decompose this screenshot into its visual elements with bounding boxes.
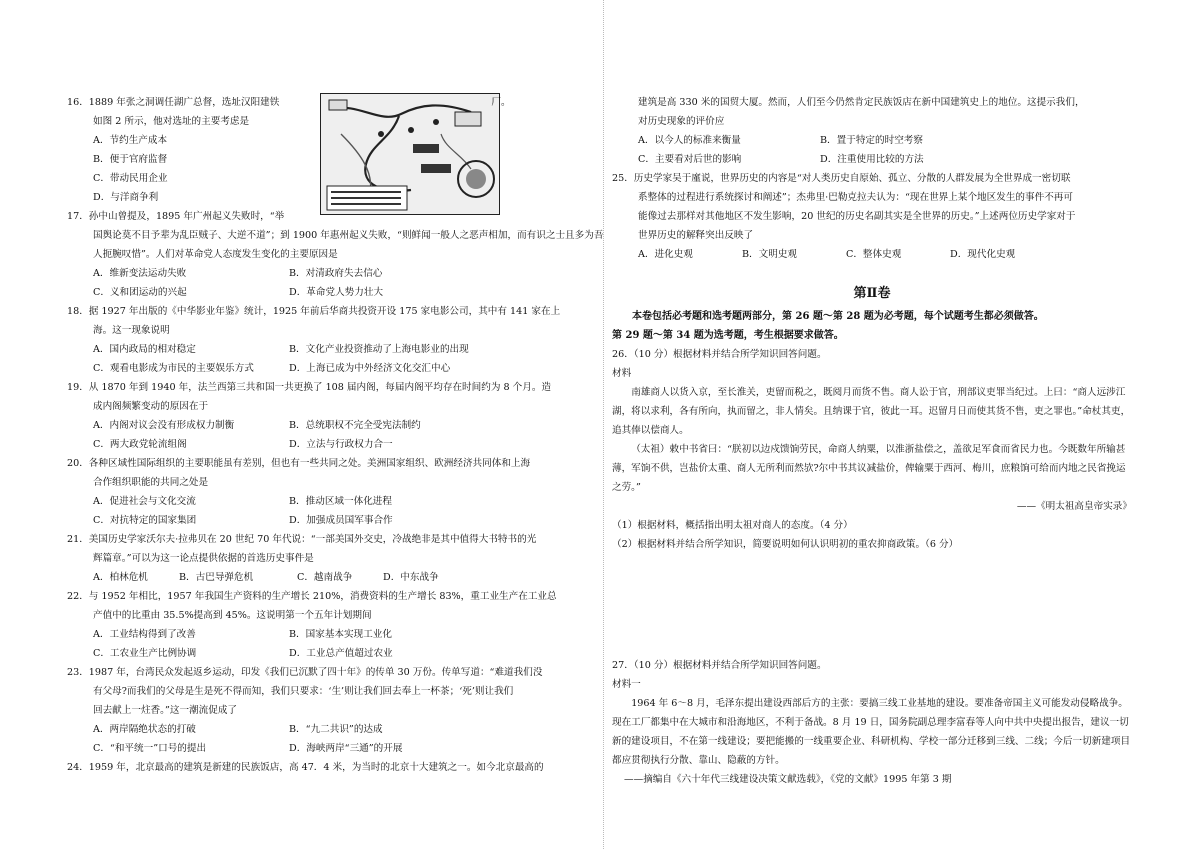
question-22: [67, 587, 604, 663]
q24-option-a: A．以今人的标准来衡量: [638, 135, 741, 146]
q24-option-b: B．置于特定的时空考察: [820, 135, 923, 146]
q16-option-a: A．节约生产成本: [93, 135, 168, 146]
q20-stem-cont: 合作组织职能的共同之处是: [93, 477, 209, 488]
q16-stem: 16．1889 年张之洞调任湖广总督，选址汉阳建铁: [67, 97, 280, 108]
q25-stem: 25．历史学家吴于廑说，世界历史的内容是“对人类历史自原始、孤立、分散的人群发展为全世界成一密切联: [612, 173, 1071, 184]
q19-stem-cont: 成内阁频繁变动的原因在于: [93, 401, 209, 412]
q20-option-a: A．促进社会与文化交流: [93, 496, 196, 507]
q18-option-a: A．国内政局的相对稳定: [93, 344, 196, 355]
q25-option-b: B．文明史观: [742, 249, 798, 260]
q18-option-d: D．上海已成为中外经济文化交汇中心: [289, 363, 451, 374]
q23-option-a: A．两岸隔绝状态的打破: [93, 724, 196, 735]
q22-option-a: A．工业结构得到了改善: [93, 629, 196, 640]
left-column: [67, 93, 604, 777]
question-25: [612, 169, 1132, 264]
q25-stem-cont-2: 能像过去那样对其他地区不发生影响，20 世纪的历史名副其实是全世界的历史。”上述两位历史学家对于: [638, 211, 1076, 222]
q26-material-para-1: 南雄商人以货入京，至长淮关，吏留而税之，既阅月而货不售。商人讼于官，刑部议吏罪当纪过。上曰：“商人远涉江湖，将以求利，各有所向，执而留之，非人情矣。且纳课于官，彼此一耳。迟留月日而使其货不售，吏之罪也。”命杖其吏，追其俸以偿商人。: [612, 387, 1131, 436]
right-column: [612, 93, 1132, 789]
q27-material-label: 材料一: [612, 679, 641, 690]
q25-option-a: A．进化史观: [638, 249, 693, 260]
q26-material-para-2: （太祖）敕中书省曰：“朕初以边戍馈饷劳民，命商人纳粟，以淮浙盐偿之，盖欲足军食而省民力也。今既数年所输甚薄，军饷不供，岂盐价太重、商人无所利而然欤?尔中书其议减盐价，俾输粟于西河、梅川，庶粮饷可给而内地之民省挽运之劳。”: [612, 444, 1126, 493]
part-2-title: 第Ⅱ卷: [853, 286, 891, 301]
question-20: [67, 454, 604, 530]
question-24-continued: [612, 93, 1132, 169]
q16-stem-end: 厂。: [491, 97, 511, 108]
question-24: [67, 758, 604, 777]
q21-option-a: A．柏林危机: [93, 572, 148, 583]
q27-source: ——摘编自《六十年代三线建设决策文献选载》，《党的文献》1995 年第 3 期: [624, 774, 952, 785]
q23-stem: 23．1987 年，台湾民众发起返乡运动，印发《我们已沉默了四十年》的传单 30 万份。传单写道：“难道我们没: [67, 667, 543, 678]
q18-stem: 18．据 1927 年出版的《中华影业年鉴》统计，1925 年前后华商共投资开设 175 家电影公司，其中有 141 家在上: [67, 306, 561, 317]
q18-option-b: B．文化产业投资推动了上海电影业的出现: [289, 344, 469, 355]
q26-material-label: 材料: [612, 368, 632, 379]
q24-cont-2: 对历史现象的评价应: [638, 116, 725, 127]
q21-option-c: C．越南战争: [297, 572, 353, 583]
q23-option-b: B．“九二共识”的达成: [289, 724, 383, 735]
question-27: [612, 656, 1132, 789]
q26-source: ——《明太祖高皇帝实录》: [1016, 501, 1132, 512]
q16-option-c: C．带动民用企业: [93, 173, 168, 184]
q22-stem: 22．与 1952 年相比，1957 年我国生产资料的生产增长 210%，消费资料的生产增长 83%，重工业生产在工业总: [67, 591, 557, 602]
answer-space: [612, 554, 1132, 656]
q24-option-d: D．注重使用比较的方法: [820, 154, 924, 165]
question-19: [67, 378, 604, 454]
q20-stem: 20．各种区域性国际组织的主要职能虽有差别，但也有一些共同之处。美洲国家组织、欧洲经济共同体和上海: [67, 458, 531, 469]
q25-option-c: C．整体史观: [846, 249, 902, 260]
q23-option-c: C．“和平统一”口号的提出: [93, 743, 207, 754]
q24-stem: 24．1959 年，北京最高的建筑是新建的民族饭店，高 47．4 米，为当时的北京十大建筑之一。如今北京最高的: [67, 762, 544, 773]
q21-stem: 21．美国历史学家沃尔夫·拉弗贝在 20 世纪 70 年代说：“一部美国外交史，冷战绝非是其中值得大书特书的光: [67, 534, 537, 545]
q20-option-b: B．推动区域一体化进程: [289, 496, 392, 507]
q22-stem-cont: 产值中的比重由 35.5%提高到 45%。这说明第一个五年计划期间: [93, 610, 372, 621]
q27-material-para-1: 1964 年 6～8 月，毛泽东提出建设西部后方的主张：要搞三线工业基地的建设。要准备帝国主义可能发动侵略战争。现在工厂都集中在大城市和沿海地区，不利于备战。8 月 19 日，国务院副总理李富春等人向中共中央提出报告，建议一切新的建设项目，不在第一线建设；要把能搬的一线重要企业、科研机构、学校一部分迁移到三线、二线；今后一切新建项目都应贯彻执行分散、靠山、隐蔽的方针。: [612, 698, 1131, 766]
question-16: [67, 93, 604, 207]
part-2-note-1: 本卷包括必考题和选考题两部分，第 26 题～第 28 题为必考题，每个试题考生都必须做答。: [632, 311, 1044, 322]
q17-option-a: A．维新变法运动失败: [93, 268, 187, 279]
q21-option-b: B．古巴导弹危机: [179, 572, 254, 583]
q27-head: 27．（10 分）根据材料并结合所学知识回答问题。: [612, 660, 827, 671]
q16-option-d: D．与洋商争利: [93, 192, 159, 203]
q19-option-b: B．总统职权不完全受宪法制约: [289, 420, 421, 431]
q22-option-d: D．工业总产值超过农业: [289, 648, 393, 659]
q17-option-b: B．对清政府失去信心: [289, 268, 383, 279]
q17-option-c: C．义和团运动的兴起: [93, 287, 187, 298]
q17-option-d: D．革命党人势力壮大: [289, 287, 384, 298]
q22-option-c: C．工农业生产比例协调: [93, 648, 197, 659]
q25-option-d: D．现代化史观: [950, 249, 1016, 260]
question-21: [67, 530, 604, 587]
q17-stem: 17．孙中山曾提及，1895 年广州起义失败时，“举: [67, 211, 285, 222]
q20-option-d: D．加强成员国军事合作: [289, 515, 393, 526]
question-23: [67, 663, 604, 758]
q26-subquestion-2: （2）根据材料并结合所学知识，简要说明如何认识明初的重农抑商政策。（6 分）: [612, 539, 959, 550]
part-2-note-2: 第 29 题～第 34 题为选考题，考生根据要求做答。: [612, 330, 844, 341]
q23-option-d: D．海峡两岸“三通”的开展: [289, 743, 403, 754]
q26-head: 26．（10 分）根据材料并结合所学知识回答问题。: [612, 349, 827, 360]
q24-cont-1: 建筑是高 330 米的国贸大厦。然而，人们至今仍然肯定民族饭店在新中国建筑史上的地位。这提示我们，: [638, 97, 1085, 108]
q24-option-c: C．主要看对后世的影响: [638, 154, 742, 165]
q21-stem-cont: 辉篇章。”可以为这一论点提供依据的首选历史事件是: [93, 553, 314, 564]
question-26: [612, 345, 1132, 554]
q26-subquestion-1: （1）根据材料，概括指出明太祖对商人的态度。（4 分）: [612, 520, 853, 531]
question-18: [67, 302, 604, 378]
question-17: [67, 207, 604, 302]
q23-stem-cont-2: 回去献上一炷香。”这一潮流促成了: [93, 705, 238, 716]
q20-option-c: C．对抗特定的国家集团: [93, 515, 197, 526]
q22-option-b: B．国家基本实现工业化: [289, 629, 392, 640]
q25-stem-cont-3: 世界历史的解释突出反映了: [638, 230, 754, 241]
q19-option-a: A．内阁对议会没有形成权力制衡: [93, 420, 235, 431]
q18-stem-cont: 海。这一现象说明: [93, 325, 170, 336]
q18-option-c: C．观看电影成为市民的主要娱乐方式: [93, 363, 254, 374]
q23-stem-cont-1: 有父母?而我们的父母是生是死不得而知，我们只要求：‘生’则让我们回去奉上一杯茶；‘死’则让我们: [93, 686, 514, 697]
q21-option-d: D．中东战争: [383, 572, 439, 583]
q19-option-d: D．立法与行政权力合一: [289, 439, 393, 450]
q25-stem-cont-1: 系整体的过程进行系统探讨和阐述”；杰弗里·巴勒克拉夫认为：“现在世界上某个地区发生的事件不再可: [638, 192, 1073, 203]
q17-stem-cont: 国舆论莫不目予辈为乱臣贼子、大逆不道”；到 1900 年惠州起义失败，“则鲜闻一般人之恶声相加，而有识之士且多为吾人扼腕叹惜”。人们对革命党人态度发生变化的主要原因是: [93, 230, 604, 260]
q16-stem-2: 如图 2 所示，他对选址的主要考虑是: [93, 116, 250, 127]
q16-option-b: B．便于官府监督: [93, 154, 168, 165]
q19-stem: 19．从 1870 年到 1940 年，法兰西第三共和国一共更换了 108 届内阁，每届内阁平均存在时间约为 8 个月。造: [67, 382, 552, 393]
q19-option-c: C．两大政党轮流组阁: [93, 439, 187, 450]
